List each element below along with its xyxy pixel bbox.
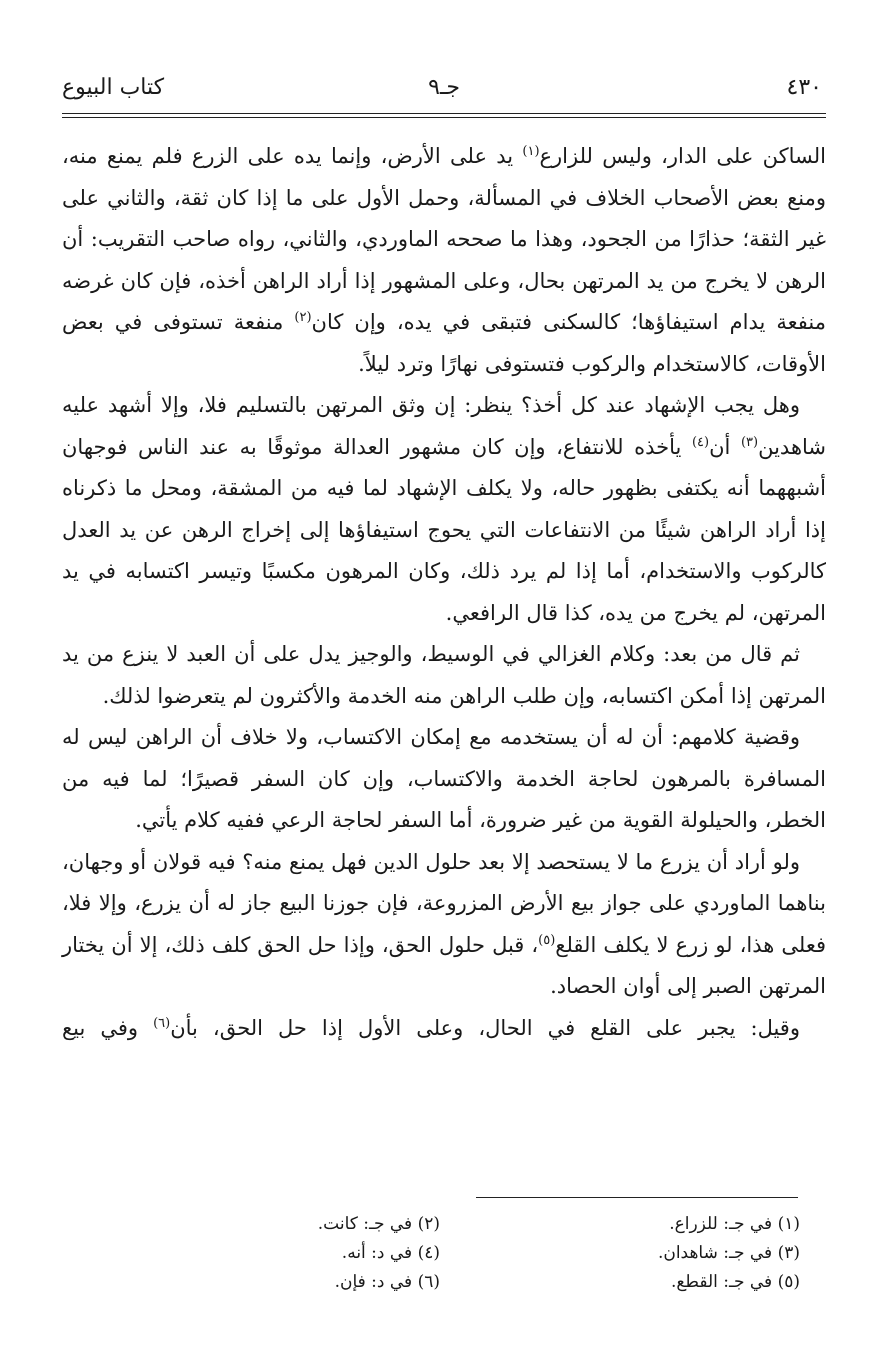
text-segment: الساكن على الدار، وليس للزارع: [539, 144, 826, 168]
footnote-2: (٢) في جـ: كانت.: [317, 1214, 440, 1234]
footnote-ref-6: (٦): [153, 1015, 171, 1031]
footnote-6: (٦) في د: فإن.: [334, 1272, 440, 1292]
page-header: [62, 72, 826, 112]
footnote-ref-2: (٢): [294, 310, 312, 325]
text-segment: يأخذه للانتفاع، وإن كان مشهور العدالة موثوقًا به عند الناس فوجهان أشبههما أنه يكتفى بظهور حاله، ولا يكلف الإشهاد لما فيه من المشقة، ومحل ما ذكرناه إذا أراد الراهن شيئًا من الانتفاعات التي يحوج استيفاؤها إلى إخراج الرهن عن يد العدل كالركوب والاستخدام، أما إذا لم يرد ذلك، وكان المرهون مكسبًا وتيسر اكتسابه في يد المرتهن، لم يخرج من يده، كذا قال الرافعي.: [62, 434, 826, 625]
text-segment: وهل يجب الإشهاد عند كل أخذ؟ ينظر: إن وثق المرتهن بالتسليم فلا، وإلا أشهد عليه شاهدين: [62, 393, 827, 459]
text-segment: ، قبل حلول الحق، وإذا حل الحق كلف ذلك، إلا أن يختار المرتهن الصبر إلى أوان الحصاد.: [62, 932, 826, 998]
text-segment: أن: [709, 434, 741, 459]
text-segment: منفعة تستوفى في بعض الأوقات، كالاستخدام والركوب فتستوفى نهارًا وترد ليلاً.: [62, 310, 826, 376]
footnote-ref-1: (١): [522, 144, 540, 159]
body-text: [62, 136, 826, 1049]
footnote-ref-4: (٤): [691, 434, 710, 450]
text-segment: ولو أراد أن يزرع ما لا يستحصد إلا بعد حلول الدين فهل يمنع منه؟ فيه قولان أو وجهان، بناهما الماوردي على جواز بيع الأرض المزروعة، فإن جوزنا البيع جاز له أن يزرع، وإلا فلا، فعلى هذا، لو زرع لا يكلف القلع: [62, 849, 826, 957]
text-segment: وقيل: يجبر على القلع في الحال، وعلى الأول إذا حل الحق، بأن: [170, 1015, 800, 1040]
volume-label: جـ٩: [428, 75, 460, 100]
footnote-ref-5: (٥): [538, 932, 556, 948]
footnote-5: (٥) في جـ: القطع.: [670, 1272, 800, 1292]
header-rule-double: [62, 117, 826, 118]
book-title: كتاب البيوع: [62, 75, 165, 100]
footnote-rule: [476, 1197, 798, 1198]
text-segment: ثم قال من بعد: وكلام الغزالي في الوسيط، والوجيز يدل على أن العبد لا ينزع من يد المرتهن إذا أمكن اكتسابه، وإن طلب الراهن منه الخدمة والأكثرون لم يتعرضوا لذلك.: [62, 642, 826, 708]
text-segment: وفي بيع: [62, 1015, 154, 1040]
page-number: ٤٣٠: [786, 75, 822, 100]
footnote-1: (١) في جـ: للزراع.: [669, 1214, 800, 1234]
text-segment: يد على الأرض، وإنما يده على الزرع فلم يمنع منه، ومنع بعض الأصحاب الخلاف في المسألة، وحمل الأول على ما إذا كان ثقة، والثاني على غير الثقة؛ حذارًا من الجحود، وهذا ما صححه الماوردي، والثاني، رواه صاحب التقريب: أن الرهن لا يخرج من يد المرتهن بحال، وعلى المشهور إذا أراد الراهن أخذه، فإن كان غرضه منفعة يدام استيفاؤها؛ كالسكنى فتبقى في يده، وإن كان: [62, 144, 826, 334]
paragraph-3: [62, 634, 826, 717]
paragraph-2: [62, 385, 826, 634]
paragraph-4: [62, 717, 826, 842]
footnote-row: [240, 1210, 800, 1239]
footnote-3: (٣) في جـ: شاهدان.: [657, 1243, 800, 1263]
header-rule: [62, 113, 826, 114]
footnote-4: (٤) في د: أنه.: [341, 1243, 440, 1263]
paragraph-1: [62, 136, 826, 385]
text-segment: وقضية كلامهم: أن له أن يستخدمه مع إمكان الاكتساب، ولا خلاف أن الراهن ليس له المسافرة بالمرهون لحاجة الخدمة والاكتساب، وإن كان السفر قصيرًا؛ لما فيه من الخطر، والحيلولة القوية من غير ضرورة، أما السفر لحاجة الرعي ففيه كلام يأتي.: [62, 725, 826, 832]
footnotes: [240, 1210, 800, 1297]
paragraph-5: [62, 842, 826, 1008]
footnote-row: [240, 1268, 800, 1297]
footnote-row: [240, 1239, 800, 1268]
paragraph-6: [62, 1008, 826, 1050]
footnote-ref-3: (٣): [740, 434, 759, 450]
